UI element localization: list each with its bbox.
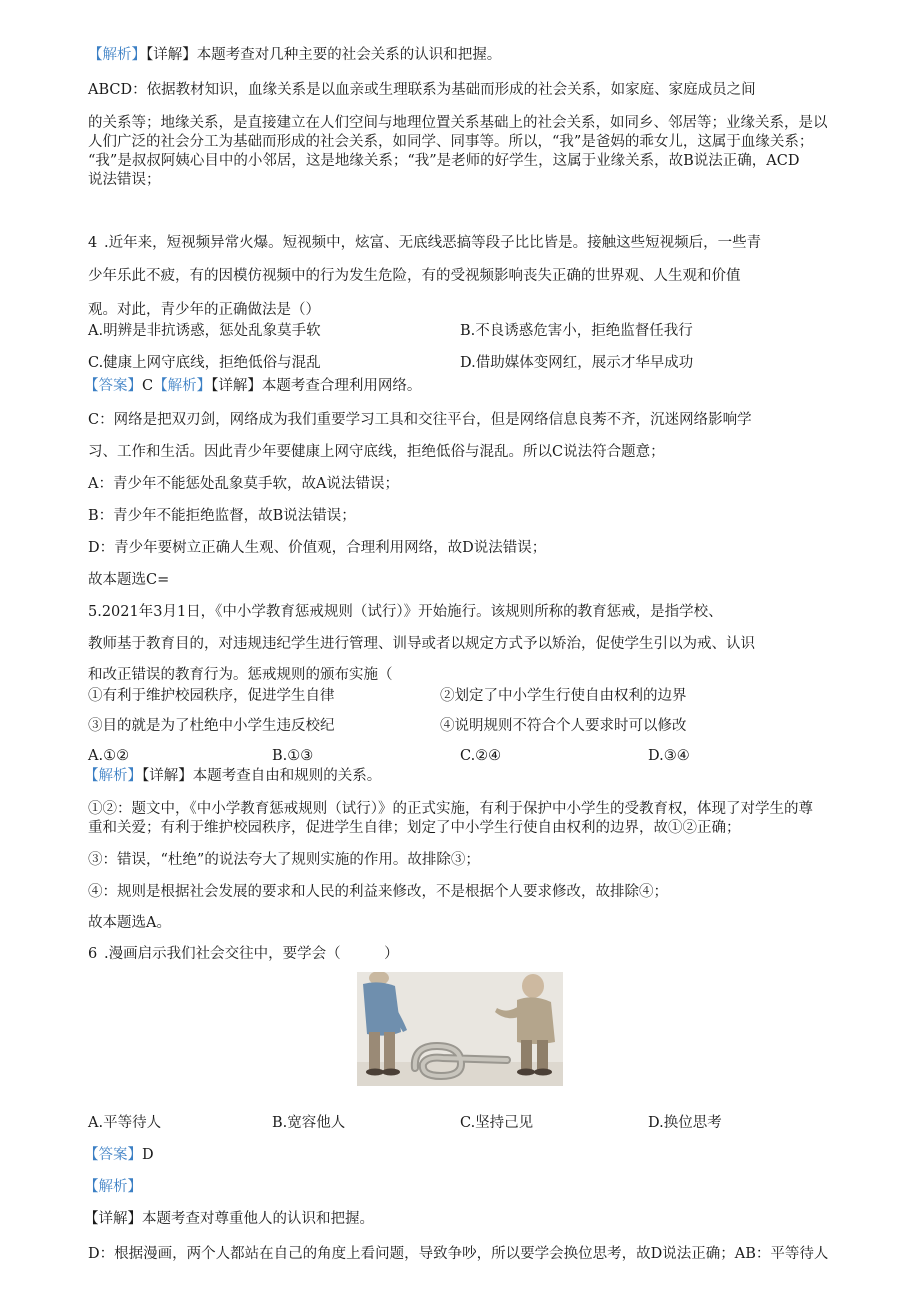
- q5-detail-text: 本题考查自由和规则的关系。: [192, 768, 382, 784]
- q6-answer-line: [84, 1145, 154, 1165]
- q5-conclusion: 故本题选A。: [88, 915, 171, 931]
- q3-explanation-line: ABCD：依据教材知识，血缘关系是以血亲或生理联系为基础而形成的社会关系，如家庭、家庭成员之间: [88, 82, 756, 98]
- xiangjie-tag: 【详解】: [84, 1211, 142, 1227]
- q3-explanation-line: “我”是叔叔阿姨心目中的小邻居，这是地缘关系；“我”是老师的好学生，这属于业缘关系，故B说法正确，ACD: [88, 153, 800, 169]
- q5-explanation-line: ④：规则是根据社会发展的要求和人民的利益来修改，不是根据个人要求修改，故排除④；: [88, 884, 668, 900]
- q4-explanation-line: B：青少年不能拒绝监督，故B说法错误；: [88, 508, 356, 524]
- q6-stem: .漫画启示我们社会交往中，要学会（ ）: [104, 946, 399, 962]
- q5-detail-line: [84, 766, 381, 786]
- q6-detail-text: 本题考查对尊重他人的认识和把握。: [142, 1211, 374, 1227]
- daan-tag: 【答案】: [84, 378, 142, 394]
- q3-detail-line: [88, 45, 501, 65]
- q6-answer: D: [142, 1147, 154, 1163]
- jiexi-tag: 【解析】: [88, 47, 146, 63]
- q6-option-d: D.换位思考: [648, 1115, 722, 1131]
- jiexi-tag: 【解析】: [84, 1179, 142, 1195]
- q4-answer: C: [142, 378, 154, 394]
- q4-option-d: D.借助媒体变网红，展示才华早成功: [460, 355, 694, 371]
- q5-option-c: C.②④: [460, 748, 502, 764]
- q5-item-2: ②划定了中小学生行使自由权利的边界: [440, 688, 687, 704]
- xiangjie-tag: 【详解】: [142, 768, 193, 784]
- q4-number: 4: [88, 235, 98, 251]
- q5-item-3: ③目的就是为了杜绝中小学生违反校纪: [88, 718, 335, 734]
- q6-option-c: C.坚持己见: [460, 1115, 534, 1131]
- xiangjie-tag: 【详解】: [211, 378, 262, 394]
- q6-option-b: B.宽容他人: [272, 1115, 346, 1131]
- q5-stem-line: 5.2021年3月1日，《中小学教育惩戒规则（试行）》开始施行。该规则所称的教育惩戒，是指学校、: [88, 604, 723, 620]
- q5-option-a: A.①②: [88, 748, 130, 764]
- xiangjie-tag: 【详解】: [146, 47, 197, 63]
- q4-stem-line: .近年来，短视频异常火爆。短视频中，炫富、无底线恶搞等段子比比皆是。接触这些短视频后，一些青: [104, 235, 762, 251]
- q3-explanation-line: 人们广泛的社会分工为基础而形成的社会关系，如同学、同事等。所以，“我”是爸妈的乖女儿，这属于血缘关系；: [88, 134, 814, 150]
- q6-explanation-line: D：根据漫画，两个人都站在自己的角度上看问题，导致争吵，所以要学会换位思考，故D说法正确；AB：平等待人: [88, 1246, 829, 1262]
- q6-jiexi-line: [84, 1177, 142, 1197]
- q5-option-b: B.①③: [272, 748, 314, 764]
- q5-item-1: ①有利于维护校园秩序，促进学生自律: [88, 688, 335, 704]
- q4-option-c: C.健康上网守底线，拒绝低俗与混乱: [88, 355, 321, 371]
- q3-explanation-line: 说法错误；: [88, 172, 161, 188]
- q4-explanation-line: 习、工作和生活。因此青少年要健康上网守底线，拒绝低俗与混乱。所以C说法符合题意；: [88, 444, 665, 460]
- q4-option-b: B.不良诱惑危害小，拒绝监督任我行: [460, 323, 693, 339]
- daan-tag: 【答案】: [84, 1147, 142, 1163]
- q5-explanation-line: ③：错误，“杜绝”的说法夸大了规则实施的作用。故排除③；: [88, 852, 480, 868]
- q4-answer-line: [84, 376, 421, 396]
- q4-explanation-line: D：青少年要树立正确人生观、价值观，合理利用网络，故D说法错误；: [88, 540, 547, 556]
- q5-item-4: ④说明规则不符合个人要求时可以修改: [440, 718, 687, 734]
- q3-explanation-line: 的关系等；地缘关系，是直接建立在人们空间与地理位置关系基础上的社会关系，如同乡、邻居等；业缘关系，是以: [88, 115, 828, 131]
- q3-detail-text: 本题考查对几种主要的社会关系的认识和把握。: [196, 47, 502, 63]
- cartoon-image: [357, 972, 563, 1086]
- q4-explanation-line: C：网络是把双刃剑，网络成为我们重要学习工具和交往平台，但是网络信息良莠不齐，沉迷网络影响学: [88, 412, 752, 428]
- q4-stem-line: 观。对此，青少年的正确做法是（）: [88, 302, 320, 318]
- q6-number: 6: [88, 946, 98, 962]
- jiexi-tag: 【解析】: [153, 378, 212, 394]
- q4-detail-text: 本题考查合理利用网络。: [261, 378, 422, 394]
- q5-stem-line: 教师基于教育目的，对违规违纪学生进行管理、训导或者以规定方式予以矫治，促使学生引以为戒、认识: [88, 636, 755, 652]
- q4-option-a: A.明辨是非抗诱惑，惩处乱象莫手软: [88, 323, 321, 339]
- q5-explanation-line: 重和关爱；有利于维护校园秩序，促进学生自律；划定了中小学生行使自由权利的边界，故①②正确；: [88, 820, 741, 836]
- q4-conclusion: 故本题选C=: [88, 572, 170, 588]
- q4-stem-line: 少年乐此不疲，有的因模仿视频中的行为发生危险，有的受视频影响丧失正确的世界观、人生观和价值: [88, 268, 741, 284]
- q5-option-d: D.③④: [648, 748, 690, 764]
- jiexi-tag: 【解析】: [84, 768, 142, 784]
- q6-detail-line: [84, 1209, 374, 1229]
- q5-explanation-line: ①②：题文中，《中小学教育惩戒规则（试行）》的正式实施，有利于保护中小学生的受教育权，体现了对学生的尊: [88, 801, 813, 817]
- q4-explanation-line: A：青少年不能惩处乱象莫手软，故A说法错误；: [88, 476, 399, 492]
- q5-stem-line: 和改正错误的教育行为。惩戒规则的颁布实施（: [88, 667, 393, 683]
- q6-option-a: A.平等待人: [88, 1115, 162, 1131]
